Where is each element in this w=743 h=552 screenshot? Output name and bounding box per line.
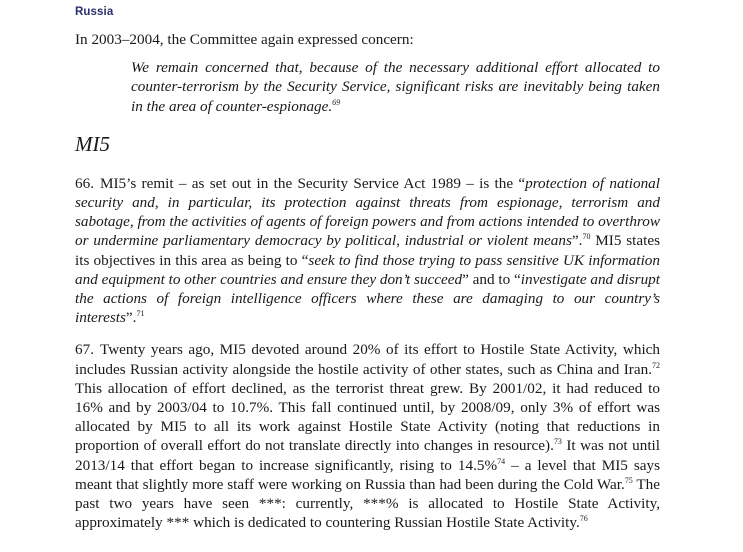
paragraph-67-text-2: This allocation of effort declined, as the terrorist threat grew. By 2001/02, it had reduced to 16% and by 2003/04 to 10.7%. This fall continued until, by 2008/09, only 3% of effort was allocated by MI5 to all its work against Hostile State Activity (noting that reductions in proportion of overall effort do not translate directly into changes in resource). xyxy=(75,379,660,455)
intro-sentence xyxy=(75,30,660,49)
footnote-ref-70[interactable]: 70 xyxy=(582,232,591,242)
document-body xyxy=(75,30,660,545)
paragraph-66-text-3: MI5 states its objectives in this area as being to “ xyxy=(75,232,660,269)
footnote-ref-76[interactable]: 76 xyxy=(579,514,588,524)
footnote-ref-74[interactable]: 74 xyxy=(497,456,506,466)
paragraph-67-text-4: – a level that MI5 says meant that slightly more staff were working on Russia than had been during the Cold War. xyxy=(75,456,661,493)
intro-text: In 2003–2004, the Committee again expressed concern: xyxy=(75,31,414,48)
paragraph-66 xyxy=(75,174,660,328)
paragraph-number: 66. xyxy=(75,174,94,192)
footnote-ref-71[interactable]: 71 xyxy=(136,309,145,319)
security-service-act-quote: protection of national security and, in particular, its protection against threats from espionage, terrorism and sabotage, from the activities of agents of foreign powers and from actions intended to overthrow or undermine parliamentary democracy by political, industrial or violent means xyxy=(75,174,660,250)
paragraph-67-text-1: Twenty years ago, MI5 devoted around 20% of its effort to Hostile State Activity, which includes Russian activity alongside the hostile activity of other states, such as China and Iran. xyxy=(75,341,660,378)
section-heading: MI5 xyxy=(75,131,110,156)
paragraph-66-text-2: ”. xyxy=(571,232,583,250)
footnote-ref-72[interactable]: 72 xyxy=(652,360,660,370)
mi5-objective-quote-2: investigate and disrupt the actions of foreign intelligence officers where these are damaging to our country’s interests xyxy=(75,270,660,327)
footnote-ref-69[interactable]: 69 xyxy=(332,97,341,107)
paragraph-66-text-4: ” and to “ xyxy=(462,270,521,288)
paragraph-67-text-5: The past two years have seen ***: currently, ***% is allocated to Hostile State Activity, approximately *** which is dedicated to countering Russian Hostile State Activity. xyxy=(75,475,661,532)
running-header: Russia xyxy=(75,6,114,18)
paragraph-number: 67. xyxy=(75,341,94,359)
paragraph-66-text-5: ”. xyxy=(125,309,137,327)
footnote-ref-73[interactable]: 73 xyxy=(553,437,562,447)
block-quote xyxy=(131,58,660,116)
footnote-ref-75[interactable]: 75 xyxy=(624,475,633,485)
quote-text: We remain concerned that, because of the necessary additional effort allocated to counter-terrorism by the Security Service, significant risks are inevitably being taken in the area of counter-espionage. xyxy=(131,59,660,115)
mi5-objective-quote-1: seek to find those trying to pass sensitive UK information and equipment to other countries and ensure they don’t succeed xyxy=(75,251,660,288)
paragraph-67 xyxy=(75,340,660,532)
paragraph-67-text-3: It was not until 2013/14 that effort began to increase significantly, rising to 14.5% xyxy=(75,437,660,474)
paragraph-66-text-1: MI5’s remit – as set out in the Security Service Act 1989 – is the “ xyxy=(99,174,526,192)
